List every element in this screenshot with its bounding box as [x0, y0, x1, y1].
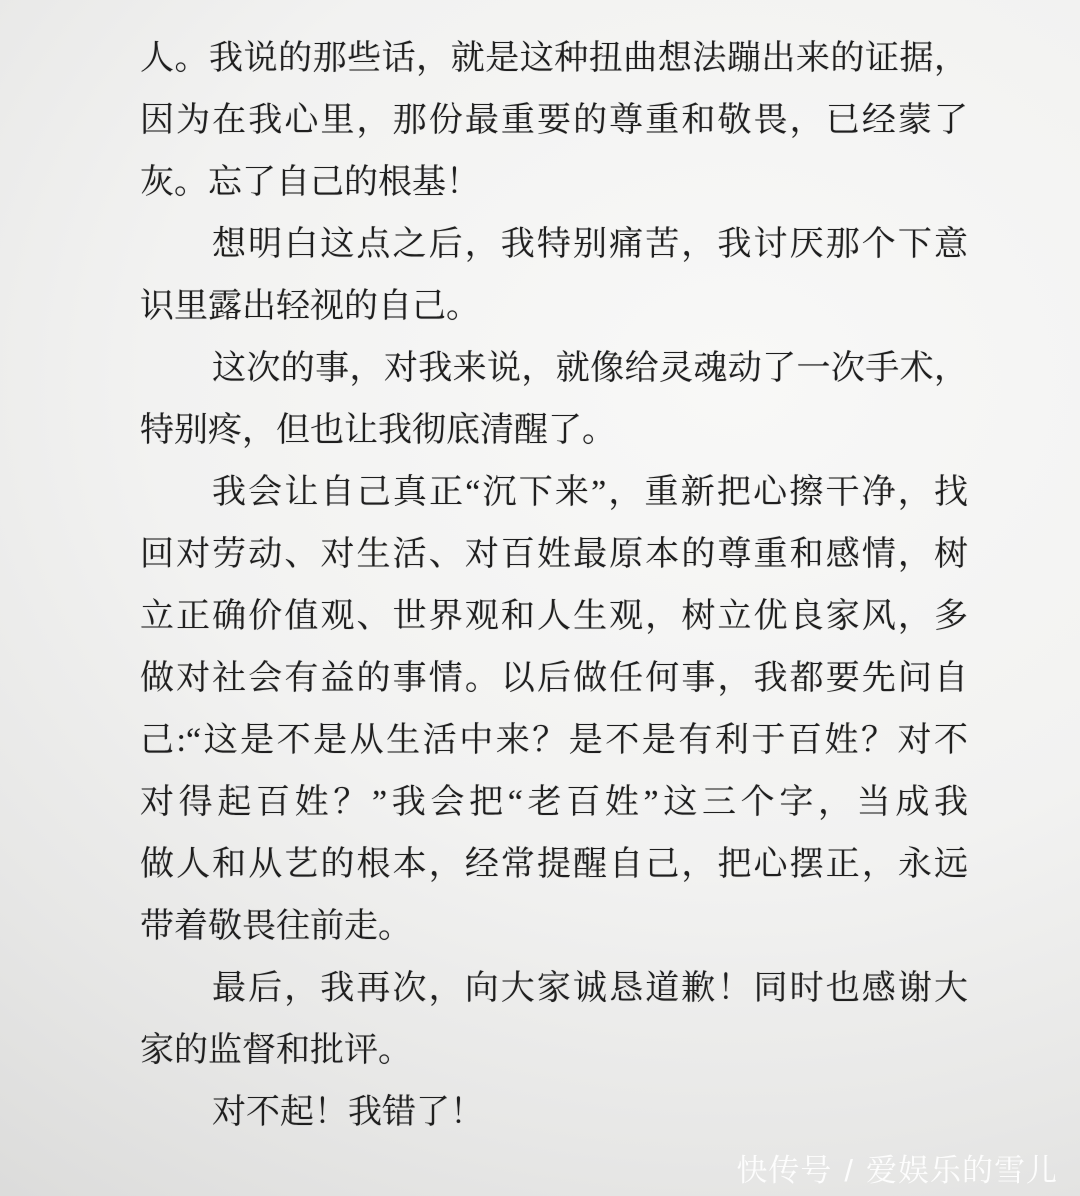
- watermark-separator-icon: /: [844, 1153, 854, 1188]
- text-line: 带着敬畏往前走。: [140, 908, 412, 945]
- watermark: [736, 1145, 1058, 1190]
- text-line: 因为在我心里，那份最重要的尊重和敬畏，已经蒙了: [140, 102, 968, 139]
- watermark-platform: 快传号: [736, 1153, 833, 1188]
- text-line: 对不起！我错了！: [212, 1094, 484, 1131]
- text-line: 立正确价值观、世界观和人生观，树立优良家风，多: [140, 598, 968, 635]
- text-line: 最后，我再次，向大家诚恳道歉！同时也感谢大: [212, 970, 968, 1007]
- text-line: 我会让自己真正“沉下来”，重新把心擦干净，找: [212, 474, 968, 511]
- text-line: 灰。忘了自己的根基！: [140, 164, 480, 201]
- text-line: 做人和从艺的根本，经常提醒自己，把心摆正，永远: [140, 846, 968, 883]
- text-line: 特别疼，但也让我彻底清醒了。: [140, 412, 616, 449]
- text-line: 对得起百姓？”我会把“老百姓”这三个字，当成我: [140, 784, 968, 821]
- text-line: 己:“这是不是从生活中来？是不是有利于百姓？对不: [140, 722, 968, 759]
- text-line: 识里露出轻视的自己。: [140, 288, 480, 325]
- text-line: 这次的事，对我来说，就像给灵魂动了一次手术，: [212, 350, 968, 387]
- watermark-author: 爱娱乐的雪儿: [866, 1153, 1058, 1188]
- text-line: 家的监督和批评。: [140, 1032, 412, 1069]
- text-line: 人。我说的那些话，就是这种扭曲想法蹦出来的证据，: [140, 40, 968, 77]
- text-line: 回对劳动、对生活、对百姓最原本的尊重和感情，树: [140, 536, 968, 573]
- apology-letter: [140, 28, 968, 1144]
- text-line: 想明白这点之后，我特别痛苦，我讨厌那个下意: [212, 226, 968, 263]
- text-line: 做对社会有益的事情。以后做任何事，我都要先问自: [140, 660, 968, 697]
